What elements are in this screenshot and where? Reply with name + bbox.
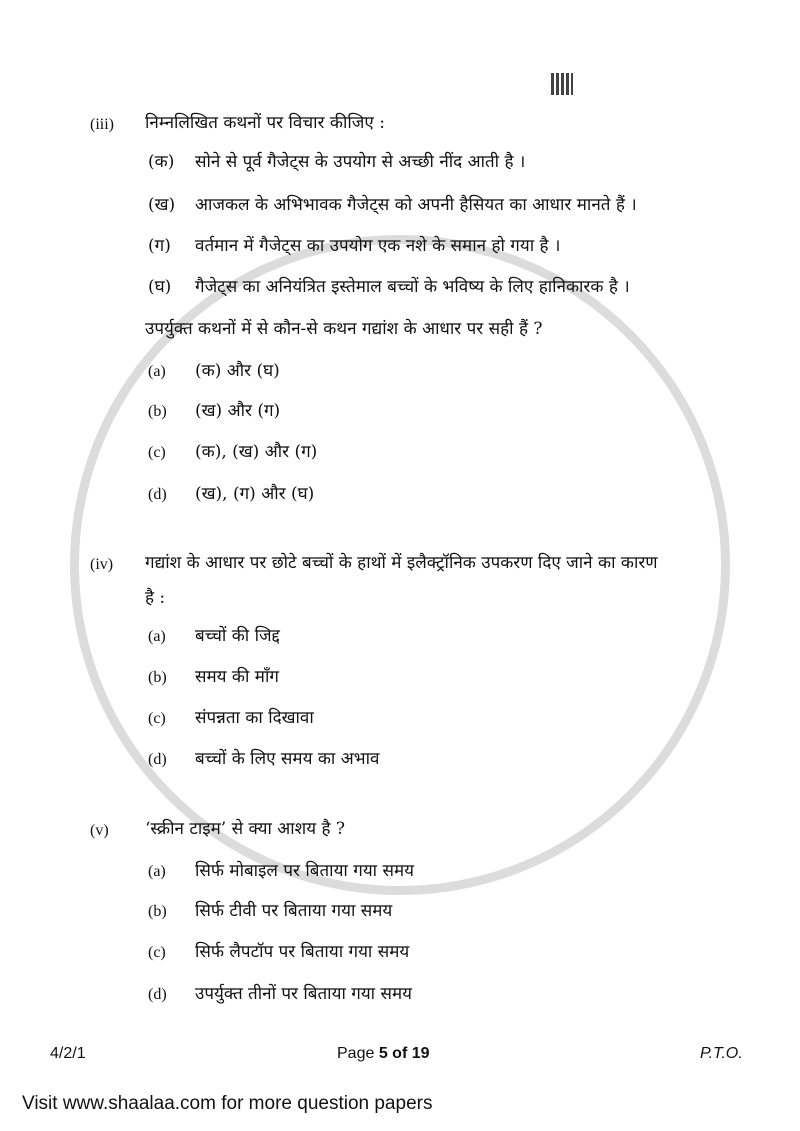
- option-label: (a): [148, 628, 166, 645]
- option-text: समय की माँग: [195, 667, 279, 687]
- option-label: (c): [148, 710, 166, 727]
- total-pages: 19: [411, 1045, 430, 1062]
- option-text: (क) और (घ): [195, 361, 280, 381]
- option-label: (d): [148, 986, 167, 1003]
- question-number: (iv): [90, 556, 114, 573]
- option-text: (ख) और (ग): [195, 401, 281, 421]
- option-text: उपर्युक्त तीनों पर बिताया गया समय: [195, 984, 413, 1004]
- option-text: (क), (ख) और (ग): [195, 442, 318, 462]
- option-label: (c): [148, 444, 166, 461]
- option-text: सिर्फ टीवी पर बिताया गया समय: [195, 901, 393, 921]
- option-label: (b): [148, 669, 167, 686]
- option-label: (a): [148, 363, 166, 380]
- option-label: (c): [148, 944, 166, 961]
- option-label: (a): [148, 863, 166, 880]
- paper-code: 4/2/1: [50, 1045, 86, 1062]
- option-label: (d): [148, 751, 167, 768]
- statement-text: आजकल के अभिभावक गैजेट्स को अपनी हैसियत का आधार मानते हैं ।: [195, 195, 637, 215]
- option-text: बच्चों के लिए समय का अभाव: [195, 749, 380, 769]
- qr-code: [551, 73, 573, 95]
- page-number: [337, 1045, 430, 1063]
- page-prefix: Page: [337, 1045, 379, 1062]
- statement-text: गैजेट्स का अनियंत्रित इस्तेमाल बच्चों के भविष्य के लिए हानिकारक है ।: [195, 277, 630, 297]
- statement-label: (क): [148, 152, 175, 172]
- question-prompt: निम्नलिखित कथनों पर विचार कीजिए :: [145, 113, 385, 133]
- option-label: (b): [148, 903, 167, 920]
- pto-label: P.T.O.: [700, 1045, 743, 1062]
- question-prompt-cont: है :: [145, 588, 166, 608]
- statement-label: (ख): [148, 195, 176, 215]
- statement-text: वर्तमान में गैजेट्स का उपयोग एक नशे के समान हो गया है ।: [195, 236, 561, 256]
- option-text: संपन्नता का दिखावा: [195, 708, 314, 728]
- statement-label: (ग): [148, 236, 171, 256]
- page-of: of: [387, 1045, 412, 1062]
- question-prompt: गद्यांश के आधार पर छोटे बच्चों के हाथों में इलैक्ट्रॉनिक उपकरण दिए जाने का कारण: [145, 553, 658, 573]
- question-number: (v): [90, 822, 109, 839]
- question-ask: उपर्युक्त कथनों में से कौन-से कथन गद्यांश के आधार पर सही हैं ?: [145, 319, 543, 339]
- current-page: 5: [378, 1045, 388, 1062]
- visit-link-text: Visit www.shaalaa.com for more question papers: [22, 1093, 433, 1114]
- option-text: सिर्फ लैपटॉप पर बिताया गया समय: [195, 942, 410, 962]
- option-label: (d): [148, 486, 167, 503]
- option-label: (b): [148, 403, 167, 420]
- statement-label: (घ): [148, 277, 172, 297]
- option-text: बच्चों की जिद्द: [195, 626, 280, 646]
- option-text: (ख), (ग) और (घ): [195, 484, 315, 504]
- question-prompt: ‘स्क्रीन टाइम’ से क्या आशय है ?: [145, 819, 346, 839]
- option-text: सिर्फ मोबाइल पर बिताया गया समय: [195, 861, 414, 881]
- question-number: (iii): [90, 116, 114, 133]
- statement-text: सोने से पूर्व गैजेट्स के उपयोग से अच्छी नींद आती है ।: [195, 152, 526, 172]
